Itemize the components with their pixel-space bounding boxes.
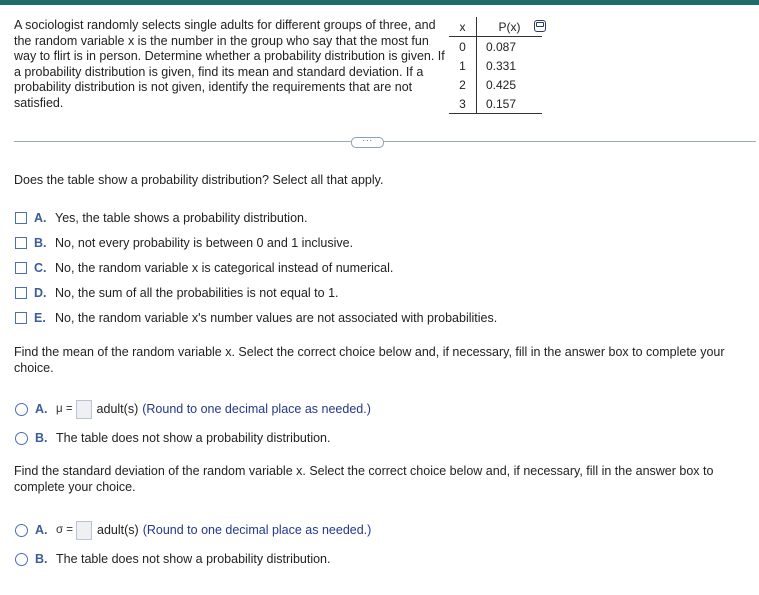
part1-option-d[interactable] bbox=[15, 285, 339, 301]
table-row bbox=[449, 37, 542, 57]
cell-x: 2 bbox=[449, 75, 477, 94]
option-text: No, not every probability is between 0 and 1 inclusive. bbox=[55, 236, 354, 250]
sigma-symbol: σ = bbox=[56, 524, 74, 536]
cell-x: 1 bbox=[449, 56, 477, 75]
option-letter: A. bbox=[35, 402, 48, 416]
sd-answer-input[interactable] bbox=[76, 521, 92, 540]
unit-label: adult(s) bbox=[97, 523, 139, 537]
radio-sd-a[interactable] bbox=[15, 524, 28, 537]
section-divider bbox=[14, 141, 756, 142]
cell-p: 0.331 bbox=[486, 58, 517, 73]
cell-p: 0.157 bbox=[477, 94, 543, 114]
top-accent-bar bbox=[0, 0, 759, 5]
unit-label: adult(s) bbox=[96, 402, 139, 416]
option-letter: D. bbox=[34, 286, 47, 300]
table-row bbox=[449, 75, 542, 94]
radio-mean-b[interactable] bbox=[15, 432, 28, 445]
part1-option-c[interactable] bbox=[15, 260, 393, 276]
option-letter: A. bbox=[35, 523, 48, 537]
cell-p: 0.087 bbox=[486, 39, 517, 54]
part3-prompt: Find the standard deviation of the random variable x. Select the correct choice below and, if necessary, fill in the answer box to complete your choice. bbox=[14, 464, 714, 494]
option-letter: C. bbox=[34, 261, 47, 275]
checkbox-d[interactable] bbox=[15, 287, 27, 299]
checkbox-e[interactable] bbox=[15, 312, 27, 324]
table-row bbox=[449, 56, 542, 75]
header-x: x bbox=[449, 17, 477, 37]
rounding-hint: (Round to one decimal place as needed.) bbox=[142, 523, 372, 537]
option-letter: A. bbox=[34, 211, 47, 225]
checkbox-b[interactable] bbox=[15, 237, 27, 249]
checkbox-c[interactable] bbox=[15, 262, 27, 274]
option-text: Yes, the table shows a probability distribution. bbox=[55, 211, 308, 225]
part1-option-e[interactable] bbox=[15, 310, 497, 326]
cell-p: 0.425 bbox=[486, 77, 517, 92]
option-letter: B. bbox=[34, 236, 47, 250]
option-letter: E. bbox=[34, 311, 46, 325]
part1-option-b[interactable] bbox=[15, 235, 353, 251]
question-text: A sociologist randomly selects single adults for different groups of three, and the random variable x is the number in the group who say that the most fun way to flirt is in person. Determine whether a probability distribution is given. If a probability distribution is given, find its mean and standard deviation. If a probability distribution is not given, identify the requirements that are not satisfied. bbox=[14, 18, 445, 110]
mean-answer-input[interactable] bbox=[76, 400, 92, 419]
radio-mean-a[interactable] bbox=[15, 403, 28, 416]
option-text: The table does not show a probability distribution. bbox=[56, 431, 331, 445]
part2-option-a[interactable] bbox=[15, 399, 371, 419]
cell-x: 3 bbox=[449, 94, 477, 114]
part1-option-a[interactable] bbox=[15, 210, 307, 226]
radio-sd-b[interactable] bbox=[15, 553, 28, 566]
part3-option-a[interactable] bbox=[15, 520, 371, 540]
option-text: No, the random variable x is categorical instead of numerical. bbox=[55, 261, 394, 275]
part2-prompt: Find the mean of the random variable x. Select the correct choice below and, if necessary, fill in the answer box to complete your choice. bbox=[14, 345, 725, 375]
table-row bbox=[449, 94, 542, 114]
cell-x: 0 bbox=[449, 37, 477, 57]
option-text: No, the sum of all the probabilities is not equal to 1. bbox=[55, 286, 339, 300]
probability-table bbox=[449, 17, 542, 114]
header-px: P(x) bbox=[477, 17, 543, 37]
copy-table-icon[interactable] bbox=[534, 20, 546, 32]
mu-symbol: μ = bbox=[56, 403, 73, 415]
part2-option-b[interactable] bbox=[15, 430, 330, 446]
option-letter: B. bbox=[35, 431, 48, 445]
part1-prompt: Does the table show a probability distribution? Select all that apply. bbox=[14, 173, 384, 187]
option-text: No, the random variable x's number values are not associated with probabilities. bbox=[55, 311, 498, 325]
option-text: The table does not show a probability distribution. bbox=[56, 552, 331, 566]
expand-more-button[interactable]: ··· bbox=[351, 137, 384, 148]
part3-option-b[interactable] bbox=[15, 551, 330, 567]
rounding-hint: (Round to one decimal place as needed.) bbox=[142, 402, 371, 416]
option-letter: B. bbox=[35, 552, 48, 566]
checkbox-a[interactable] bbox=[15, 212, 27, 224]
